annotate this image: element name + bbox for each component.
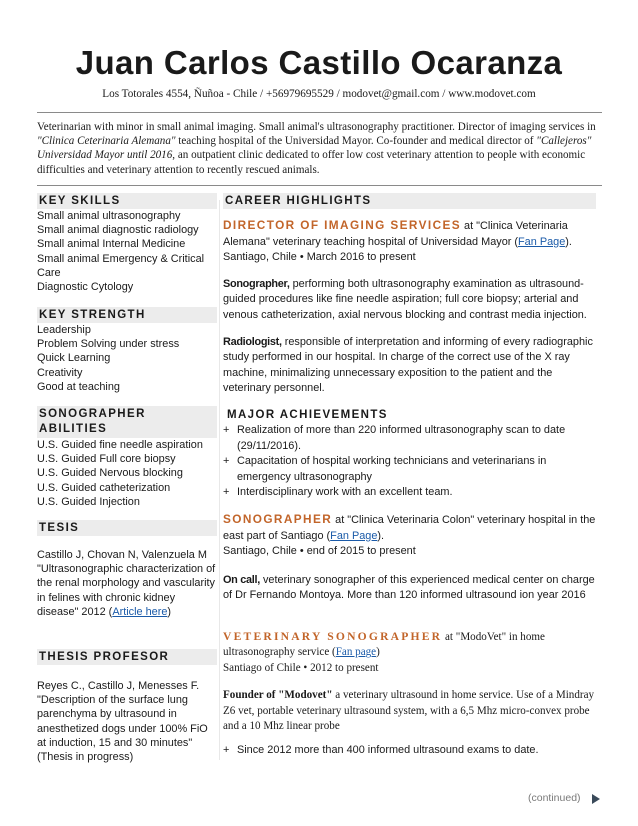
oncall-text: veterinary sonographer of this experienced medical center on charge of Dr Fernando Montoya. More than 120 informed ultrasound ion year 2016 [223, 573, 595, 602]
plus-icon: + [223, 455, 230, 468]
thesis-profesor-heading: THESIS PROFESOR [37, 649, 217, 665]
divider-mid [37, 185, 602, 186]
director-close: ). [565, 235, 572, 248]
modovet-entry [223, 629, 596, 676]
modovet-date: Santiago of Chile • 2012 to present [223, 661, 379, 674]
colon-entry [223, 512, 596, 560]
oncall-title: On call, [223, 573, 260, 586]
strength-item: Problem Solving under stress [37, 338, 180, 351]
abilities-heading-line2: ABILITIES [39, 423, 108, 435]
skill-item: Small animal Emergency & Critical Care [37, 252, 205, 279]
divider-top [37, 112, 602, 113]
ability-item: U.S. Guided Nervous blocking [37, 467, 183, 480]
strength-item: Quick Learning [37, 352, 111, 365]
tesis-section [37, 520, 217, 619]
summary-italic-1: "Clinica Ceterinaria Alemana" [37, 135, 176, 148]
founder-entry [223, 688, 596, 734]
colon-close: ). [377, 529, 385, 542]
key-strength-section [37, 307, 217, 394]
thesis-profesor-text: Reyes C., Castillo J, Menesses F. "Description of the surface lung parenchyma by ultrasound in anesthetized dogs under 100% FiO at induction, 15 and 30 minutes" (Thesis in progress) [37, 680, 208, 764]
modovet-fan-page-link[interactable]: Fan page [335, 646, 377, 659]
summary-text-1: Veterinarian with minor in small animal imaging. Small animal's ultrasonography practitioner. Director of imaging services in [37, 121, 596, 133]
radiologist-role-text: responsible of interpretation and informing of every radiographic study performed in our hospital. In charge of the correct use of the X ray machine, minimalizing unnecessary exposition to the patient and the veterinary personnel. [223, 335, 593, 395]
sonographer-role [223, 277, 596, 324]
plus-icon: + [223, 486, 230, 499]
achievement-item [223, 485, 596, 501]
key-skills-section [37, 193, 217, 294]
skill-item: Small animal Internal Medicine [37, 238, 186, 251]
plus-icon: + [223, 744, 230, 757]
sonographer-role-title: Sonographer, [223, 277, 290, 290]
achievement-text: Interdisciplinary work with an excellent team. [237, 486, 453, 499]
continued-label: (continued) [528, 792, 581, 804]
modovet-bullet [223, 743, 596, 759]
modovet-close: ) [376, 646, 380, 659]
career-highlights-section [223, 193, 596, 397]
article-link[interactable]: Article here [112, 605, 168, 618]
radiologist-role [223, 335, 596, 397]
abilities-heading-line1: SONOGRAPHER [39, 408, 146, 420]
modovet-title: VETERINARY SONOGRAPHER [223, 630, 443, 643]
colon-title: SONOGRAPHER [223, 512, 333, 526]
director-text: at "Clinica Veterinaria Alemana" veterinary teaching hospital of Universidad Mayor ( [223, 220, 568, 248]
sonographer-role-text: performing both ultrasonography examination as ultrasound-guided procedures like fine needle aspiration; full core biopsy; arterial and venous catheterization, axial nervous blocking and contrast media injection. [223, 277, 587, 321]
oncall-role [223, 573, 596, 604]
candidate-name: Juan Carlos Castillo Ocaranza [75, 44, 563, 81]
director-entry [223, 218, 596, 266]
colon-section [223, 512, 596, 604]
tesis-text [37, 548, 217, 619]
director-title: DIRECTOR OF IMAGING SERVICES [223, 218, 462, 232]
summary-italic-2: "Callejeros" Universidad Mayor until 2016 [37, 135, 592, 162]
achievement-text: Realization of more than 220 informed ultrasonography scan to date (29/11/2016). [237, 424, 566, 452]
director-date: Santiago, Chile • March 2016 to present [223, 251, 416, 264]
radiologist-role-title: Radiologist, [223, 335, 282, 348]
strength-item: Good at teaching [37, 380, 120, 393]
achievement-item [223, 454, 596, 485]
professional-summary [37, 120, 602, 177]
strength-item: Leadership [37, 324, 91, 336]
key-skills-heading: KEY SKILLS [37, 193, 217, 209]
ability-item: U.S. Guided catheterization [37, 481, 171, 494]
modovet-text: at "ModoVet" in home ultrasonography service ( [223, 631, 545, 659]
tesis-citation: Castillo J, Chovan N, Valenzuela M "Ultrasonographic characterization of the renal morphology and vascularity in felines with chronic kidney disease" 2012 ( [37, 549, 216, 618]
major-achievements-section [223, 407, 596, 501]
modovet-section [223, 629, 596, 759]
colon-fan-page-link[interactable]: Fan Page [330, 529, 378, 542]
plus-icon: + [223, 424, 230, 436]
career-highlights-heading: CAREER HIGHLIGHTS [223, 193, 596, 209]
founder-title: Founder of "Modovet" [223, 689, 333, 702]
summary-text-2: teaching hospital of the Universidad Mayor. Co-founder and medical director of [175, 135, 537, 148]
ability-item: U.S. Guided Full core biopsy [37, 453, 176, 466]
skill-item: Small animal ultrasonography [37, 210, 181, 222]
modovet-bullet-text: Since 2012 more than 400 informed ultrasound exams to date. [237, 744, 539, 757]
ability-item: U.S. Guided Injection [37, 495, 140, 508]
column-separator [219, 200, 220, 760]
play-arrow-icon [592, 794, 600, 804]
colon-date: Santiago, Chile • end of 2015 to present [223, 545, 416, 558]
tesis-heading: TESIS [37, 520, 217, 536]
tesis-close: ) [167, 605, 172, 618]
thesis-profesor-section [37, 649, 217, 764]
director-fan-page-link[interactable]: Fan Page [518, 235, 566, 248]
achievement-text: Capacitation of hospital working technicians and veterinarians in emergency ultrasonography [237, 455, 547, 483]
colon-text: at "Clinica Veterinaria Colon" veterinary hospital in the east part of Santiago ( [223, 514, 596, 542]
ability-item: U.S. Guided fine needle aspiration [37, 439, 203, 451]
summary-text-3: , an outpatient clinic dedicated to offer low cost veterinary attention to people with economic difficulties and veterinary attention to recently rescued animals. [37, 149, 586, 176]
skill-item: Diagnostic Cytology [37, 281, 134, 294]
strength-item: Creativity [37, 366, 83, 379]
major-achievements-heading: MAJOR ACHIEVEMENTS [227, 409, 388, 421]
contact-line: Los Totorales 4554, Ñuñoa - Chile / +56979695529 / modovet@gmail.com / www.modovet.com [102, 88, 536, 100]
abilities-heading [37, 406, 217, 438]
key-strength-heading: KEY STRENGTH [37, 307, 217, 323]
sonographer-abilities-section [37, 406, 217, 509]
founder-text: a veterinary ultrasound in home service. Use of a Mindray Z6 vet, portable veterinary ultrasound system, with a 6,5 Mhz micro-convex probe and a 10 Mhz linear probe [223, 689, 595, 733]
achievement-item [223, 423, 596, 454]
skill-item: Small animal diagnostic radiology [37, 224, 199, 237]
